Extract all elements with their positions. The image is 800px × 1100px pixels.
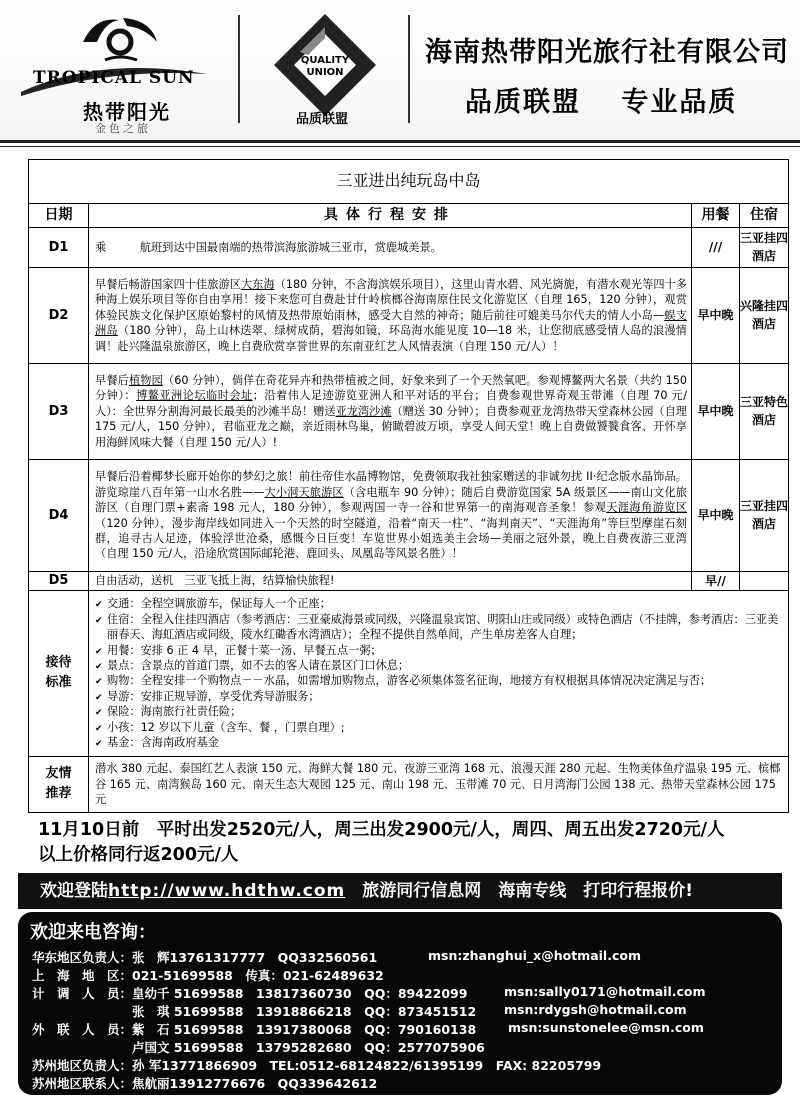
day-label: D2 xyxy=(29,268,89,364)
day-meal: 早// xyxy=(692,572,740,591)
description-text: （120 分钟），漫步海岸线如同进入一个天然的时空隧道，沿着“南天一柱”、“海判南天”、“天涯海角”等巨型摩崖石刻群，追寻古人足迹，体验浮世沧桑，感慨今日巨变！车览世界小姐选美主会场—美丽之冠外景，晚上自费夜游三亚湾（自理 150 元/人，沿途欣赏国际邮轮港、鹿回头、凤凰岛等风景名胜）！ xyxy=(95,516,687,561)
day-meal: 早中晚 xyxy=(692,364,740,460)
col-meal: 用餐 xyxy=(692,204,740,228)
day-description xyxy=(89,268,692,364)
contact-info: 卢国文 51699588 13795282680 QQ：2577075906 xyxy=(32,1040,485,1055)
col-date: 日期 xyxy=(29,204,89,228)
scenic-spot: 博鳌亚洲论坛临时会址 xyxy=(136,389,253,403)
standards-label: 接待标准 xyxy=(29,590,89,756)
brand-subtitle: 金色之旅 xyxy=(95,122,151,135)
scenic-spot: 天涯海角游览区 xyxy=(606,501,687,515)
header-rule xyxy=(0,140,800,143)
description-text: 早餐后 xyxy=(95,373,129,387)
recommend-row xyxy=(29,756,789,812)
description-text: （赠送 30 分钟）；自费参观亚龙湾热带天堂森林公园（自理 175 元/人，150 分钟），君临亚龙之巅，亲近雨林鸟巢，俯瞰碧波万顷，享受人间天堂！晚上自费做饕餮食客、开怀享用海鲜风味大餐（自理 150 元/人）! xyxy=(95,404,687,449)
recommend-label: 友情推荐 xyxy=(29,756,89,812)
description-text: （180 分钟），岛上山林迭翠、绿树成荫，碧海如镜，环岛海水能见度 10—18 米，让您彻底感受情人岛的浪漫情调！赴兴隆温泉旅游区，晚上自费欣赏享誉世界的东南亚红艺人风情表演（自理 150 元/人）！ xyxy=(95,324,687,353)
description-text: 早餐后沿着椰梦长廊开始你的梦幻之旅！前往帝佳水晶博物馆，免费领取我社独家赠送的非诚勿扰 II·纪念版水晶饰品。游览琼崖八百年第一山水名胜—— xyxy=(95,470,687,499)
contact-info: 上 海 地 区：021-51699588 传真：021-62489632 xyxy=(32,968,384,983)
day-label: D3 xyxy=(29,364,89,460)
brand-english: TROPICAL SUN xyxy=(33,68,195,88)
col-hotel: 住宿 xyxy=(740,204,789,228)
banner-suffix: 旅游同行信息网 海南专线 打印行程报价! xyxy=(362,881,694,901)
recommend-text: 潜水 380 元起、泰国红艺人表演 150 元、海鲜大餐 180 元、夜游三亚湾 168 元、浪漫天涯 280 元起、生物美体鱼疗温泉 195 元、槟榔谷 165 元、南湾猴岛 160 元、南天生态大观园 125 元、南山 198 元、玉带滩 70 元、日月湾海门公园 138 元、热带天堂森林公园 175 元 xyxy=(89,756,789,812)
day-description xyxy=(89,460,692,572)
banner-prefix: 欢迎登陆 xyxy=(40,881,108,901)
standard-item: ✔ 基金：含海南政府基金 xyxy=(95,735,784,750)
day-label: D1 xyxy=(29,228,89,268)
tropical-sun-logo xyxy=(15,10,215,135)
scenic-spot: 蜈支洲岛 xyxy=(95,308,687,338)
standard-item: ✔ 交通：全程空调旅游车，保证每人一个正座； xyxy=(95,596,784,611)
description-text: （含电瓶车 90 分钟）；随后自费游览国家 5A 级景区——南山文化旅游区（自理门票+素斋 198 元人，180 分钟），参观两国一寺一谷和世界第一的南海观音圣象！参观 xyxy=(95,485,687,515)
page-header xyxy=(0,0,800,140)
itinerary-table xyxy=(28,159,789,813)
col-plan: 具体行程安排 xyxy=(89,204,692,228)
description-text: （60 分钟），倘佯在奇花异卉和热带植被之间，好象来到了一个天然氧吧。参观博鳌两大名景（共约 150 分钟）： xyxy=(95,373,687,403)
standard-item: ✔ 用餐：安排 6 正 4 早，正餐十菜一汤、早餐五点一粥； xyxy=(95,643,784,658)
day-label: D5 xyxy=(29,572,89,591)
description-text: 自由活动，送机 三亚飞抵上海，结算愉快旅程! xyxy=(95,574,335,588)
standards-row xyxy=(29,590,789,756)
standard-item: ✔ 景点：含景点的首道门票，如不去的客人请在景区门口休息； xyxy=(95,658,784,673)
day-row xyxy=(29,460,789,572)
day-row xyxy=(29,268,789,364)
scenic-spot: 大东海 xyxy=(240,277,275,291)
standard-item: ✔ 小孩：12 岁以下儿童（含车、餐 ，门票自理）; xyxy=(95,720,784,735)
day-hotel: 兴隆挂四酒店 xyxy=(740,268,789,364)
contact-info: 苏州地区负责人：孙 军13771866909 TEL:0512-68124822/61395199 FAX: 82205799 xyxy=(32,1058,602,1073)
contact-msn[interactable]: msn:zhanghui_x@hotmail.com xyxy=(428,948,641,963)
day-description xyxy=(89,572,692,591)
contact-msn[interactable]: msn:sunstonelee@msn.com xyxy=(508,1020,704,1035)
company-name: 海南热带阳光旅行社有限公司 xyxy=(425,37,789,68)
day-hotel: 三亚挂四酒店 xyxy=(740,228,789,268)
website-link[interactable]: http://www.hdthw.com xyxy=(108,881,346,901)
contact-box xyxy=(18,912,782,1095)
price-block xyxy=(38,818,788,867)
contact-info: 外 联 人 员：紫 石 51699588 13917380068 QQ：790160138 xyxy=(32,1022,477,1037)
standard-item: ✔ 住宿：全程入住挂四酒店（参考酒店：三亚豪威海景或同级，兴隆温泉宾馆、明阳山庄或同级）或特色酒店（不挂牌，参考酒店：三亚美丽春天、海虹酒店或同级，陵水红磡香水湾酒店）；全程不提供自然单间，产生单房差客人自理； xyxy=(95,612,784,643)
standard-item: ✔ 保险：海南旅行社责任险； xyxy=(95,704,784,719)
day-description xyxy=(89,228,692,268)
standard-item: ✔ 购物：全程安排一个购物点－－水晶，如需增加购物点，游客必须集体签名征询，地接方有权根据具体情况决定满足与否； xyxy=(95,673,784,688)
union-text: UNION xyxy=(306,67,344,78)
scenic-spot: 亚龙湾沙滩 xyxy=(335,404,392,418)
contact-title: 欢迎来电咨询： xyxy=(30,922,156,943)
contact-info: 计 调 人 员：皇幼千 51699588 13817360730 QQ：89422099 xyxy=(32,986,468,1001)
contact-msn[interactable]: msn:rdygsh@hotmail.com xyxy=(504,1002,687,1017)
scenic-spot: 植物园 xyxy=(128,373,163,387)
header-rule-thin xyxy=(0,146,800,147)
description-text: 乘 航班到达中国最南端的热带滨海旅游城三亚市，赏鹿城美景。 xyxy=(95,240,442,254)
company-slogan: 品质联盟 专业品质 xyxy=(465,87,738,118)
day-row xyxy=(29,364,789,460)
tour-title: 三亚进出纯玩岛中岛 xyxy=(29,160,789,204)
day-meal: /// xyxy=(692,228,740,268)
scenic-spot: 大小洞天旅游区 xyxy=(264,485,344,499)
day-hotel: 三亚挂四酒店 xyxy=(740,460,789,572)
day-meal: 早中晚 xyxy=(692,268,740,364)
description-text: 早餐后畅游国家四十佳旅游区 xyxy=(95,277,241,291)
table-header-row xyxy=(29,204,789,228)
quality-caption: 品质联盟 xyxy=(296,112,349,127)
day-row xyxy=(29,572,789,591)
day-meal: 早中晚 xyxy=(692,460,740,572)
website-banner xyxy=(18,873,782,909)
contact-msn[interactable]: msn:sally0171@hotmail.com xyxy=(504,984,706,999)
day-hotel xyxy=(740,572,789,591)
header-divider-2 xyxy=(408,15,410,123)
description-text: （180 分钟，不含海滨娱乐项目），这里山青水碧、风光旖旎，有潜水观光等四十多种海上娱乐项目等你自由享用！接下来您可自费赴甘什岭槟榔谷海南原住民文化游览区（自理 165，120 分钟），观赏体验民族文化保护区原始黎村的风情及热带原始雨林，感受大自然的神奇；随后前往可媲美马尔代夫的情人小岛— xyxy=(95,277,687,322)
day-row xyxy=(29,228,789,268)
brand-chinese: 热带阳光 xyxy=(83,100,171,124)
contact-info: 苏州地区联系人：焦航丽13912776676 QQ339642612 xyxy=(32,1076,378,1091)
price-line-2: 以上价格同行返200元/人 xyxy=(38,844,239,865)
standards-list xyxy=(89,590,789,756)
quality-text: QUALITY xyxy=(300,55,350,66)
day-label: D4 xyxy=(29,460,89,572)
day-hotel: 三亚特色酒店 xyxy=(740,364,789,460)
header-divider xyxy=(238,15,240,123)
description-text: ；沿着伟人足迹游览亚洲人和平对话的平台；自费参观世界奇观玉带滩（自理 70 元/人）：全世界分割海河最长最美的沙滩半岛！赠送 xyxy=(95,389,687,418)
price-line-1: 11月10日前 平时出发2520元/人，周三出发2900元/人，周四、周五出发2720元/人 xyxy=(38,820,725,840)
contact-info: 华东地区负责人：张 辉13761317777 QQ332560561 xyxy=(32,950,378,965)
contact-info: 张 琪 51699588 13918866218 QQ：873451512 xyxy=(32,1004,477,1019)
standard-item: ✔ 导游：安排正规导游，享受优秀导游服务； xyxy=(95,689,784,704)
day-description xyxy=(89,364,692,460)
sun-logo-icon xyxy=(75,12,165,64)
